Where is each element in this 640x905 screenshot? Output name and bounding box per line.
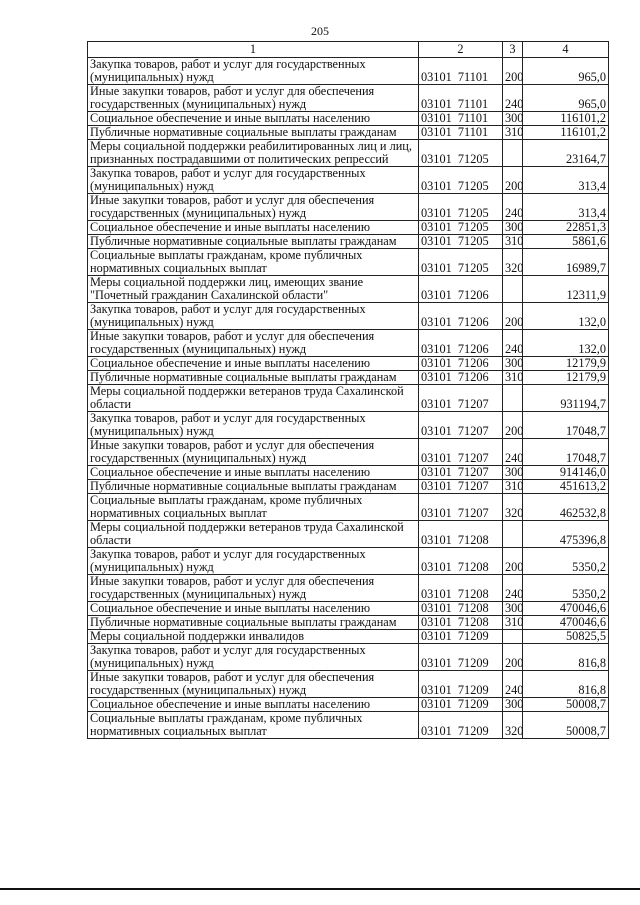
row-type-cell: 320 [503,249,523,276]
table-row [88,698,609,712]
row-type-cell: 200 [503,58,523,85]
row-type-cell: 200 [503,303,523,330]
row-amount-cell: 12311,9 [523,276,609,303]
row-code-cell: 03101 71209 [419,644,503,671]
row-amount-cell: 5350,2 [523,548,609,575]
row-type-cell: 240 [503,439,523,466]
row-code-cell: 03101 71205 [419,249,503,276]
row-type-cell: 240 [503,85,523,112]
row-type-cell [503,521,523,548]
table-row [88,602,609,616]
row-code-cell: 03101 71206 [419,303,503,330]
row-amount-cell: 965,0 [523,85,609,112]
row-name-cell: Иные закупки товаров, работ и услуг для обеспечения государственных (муниципальных) нужд [88,671,419,698]
row-name-cell: Закупка товаров, работ и услуг для государственных (муниципальных) нужд [88,548,419,575]
row-name-cell: Публичные нормативные социальные выплаты гражданам [88,616,419,630]
row-name-cell: Социальное обеспечение и иные выплаты населению [88,357,419,371]
row-code-cell: 03101 71205 [419,235,503,249]
row-type-cell: 310 [503,371,523,385]
table-row [88,194,609,221]
row-name-cell: Социальные выплаты гражданам, кроме публичных нормативных социальных выплат [88,249,419,276]
page-number: 205 [311,24,329,38]
row-name-cell: Меры социальной поддержки ветеранов труда Сахалинской области [88,385,419,412]
table-body [88,58,609,739]
table-row [88,494,609,521]
row-name-cell: Меры социальной поддержки реабилитированных лиц и лиц, признанных пострадавшими от политических репрессий [88,140,419,167]
row-name-cell: Закупка товаров, работ и услуг для государственных (муниципальных) нужд [88,412,419,439]
row-type-cell: 240 [503,575,523,602]
table-row [88,480,609,494]
table-row [88,221,609,235]
row-type-cell: 300 [503,221,523,235]
row-amount-cell: 313,4 [523,194,609,221]
row-amount-cell: 475396,8 [523,521,609,548]
table-row [88,276,609,303]
row-type-cell [503,276,523,303]
row-type-cell: 300 [503,357,523,371]
table-row [88,357,609,371]
row-amount-cell: 470046,6 [523,602,609,616]
row-name-cell: Социальное обеспечение и иные выплаты населению [88,112,419,126]
row-name-cell: Публичные нормативные социальные выплаты гражданам [88,126,419,140]
header-col-code: 2 [419,42,503,58]
row-type-cell: 200 [503,167,523,194]
header-col-name: 1 [88,42,419,58]
table-row [88,466,609,480]
row-code-cell: 03101 71208 [419,575,503,602]
row-amount-cell: 816,8 [523,644,609,671]
table-row [88,575,609,602]
table-row [88,548,609,575]
row-amount-cell: 132,0 [523,303,609,330]
row-type-cell: 200 [503,644,523,671]
row-code-cell: 03101 71207 [419,480,503,494]
row-type-cell: 200 [503,548,523,575]
row-code-cell: 03101 71207 [419,385,503,412]
row-code-cell: 03101 71206 [419,357,503,371]
row-amount-cell: 50825,5 [523,630,609,644]
row-amount-cell: 17048,7 [523,412,609,439]
row-type-cell: 320 [503,712,523,739]
row-code-cell: 03101 71101 [419,112,503,126]
table-row [88,712,609,739]
row-name-cell: Иные закупки товаров, работ и услуг для обеспечения государственных (муниципальных) нужд [88,330,419,357]
row-code-cell: 03101 71209 [419,671,503,698]
row-type-cell [503,140,523,167]
row-amount-cell: 931194,7 [523,385,609,412]
table-row [88,630,609,644]
table-row [88,385,609,412]
row-amount-cell: 116101,2 [523,126,609,140]
row-code-cell: 03101 71208 [419,548,503,575]
header-col-type: 3 [503,42,523,58]
row-type-cell [503,385,523,412]
row-type-cell: 310 [503,480,523,494]
row-name-cell: Социальное обеспечение и иные выплаты населению [88,221,419,235]
row-amount-cell: 5861,6 [523,235,609,249]
row-code-cell: 03101 71208 [419,602,503,616]
row-code-cell: 03101 71207 [419,466,503,480]
row-amount-cell: 132,0 [523,330,609,357]
row-amount-cell: 965,0 [523,58,609,85]
table-row [88,235,609,249]
row-code-cell: 03101 71206 [419,276,503,303]
header-col-amount: 4 [523,42,609,58]
row-name-cell: Закупка товаров, работ и услуг для государственных (муниципальных) нужд [88,303,419,330]
row-type-cell: 320 [503,494,523,521]
row-name-cell: Закупка товаров, работ и услуг для государственных (муниципальных) нужд [88,58,419,85]
row-type-cell: 310 [503,616,523,630]
row-amount-cell: 50008,7 [523,698,609,712]
row-name-cell: Иные закупки товаров, работ и услуг для обеспечения государственных (муниципальных) нужд [88,85,419,112]
row-amount-cell: 22851,3 [523,221,609,235]
row-code-cell: 03101 71205 [419,194,503,221]
row-type-cell: 200 [503,412,523,439]
table-row [88,140,609,167]
row-code-cell: 03101 71205 [419,167,503,194]
table-row [88,371,609,385]
row-amount-cell: 5350,2 [523,575,609,602]
table-row [88,167,609,194]
table-row [88,126,609,140]
table-row [88,644,609,671]
row-name-cell: Публичные нормативные социальные выплаты гражданам [88,480,419,494]
table-row [88,671,609,698]
row-amount-cell: 23164,7 [523,140,609,167]
row-type-cell: 300 [503,602,523,616]
row-name-cell: Меры социальной поддержки лиц, имеющих звание "Почетный гражданин Сахалинской области" [88,276,419,303]
row-amount-cell: 16989,7 [523,249,609,276]
row-type-cell: 240 [503,330,523,357]
row-code-cell: 03101 71101 [419,58,503,85]
row-name-cell: Иные закупки товаров, работ и услуг для обеспечения государственных (муниципальных) нужд [88,194,419,221]
row-code-cell: 03101 71208 [419,521,503,548]
row-code-cell: 03101 71206 [419,371,503,385]
row-amount-cell: 17048,7 [523,439,609,466]
table-row [88,112,609,126]
table-row [88,521,609,548]
row-type-cell: 300 [503,698,523,712]
row-name-cell: Публичные нормативные социальные выплаты гражданам [88,371,419,385]
row-code-cell: 03101 71207 [419,412,503,439]
row-code-cell: 03101 71209 [419,698,503,712]
row-name-cell: Социальное обеспечение и иные выплаты населению [88,602,419,616]
row-name-cell: Социальные выплаты гражданам, кроме публичных нормативных социальных выплат [88,494,419,521]
row-amount-cell: 470046,6 [523,616,609,630]
row-name-cell: Меры социальной поддержки инвалидов [88,630,419,644]
row-amount-cell: 313,4 [523,167,609,194]
table-row [88,249,609,276]
row-type-cell: 300 [503,466,523,480]
row-code-cell: 03101 71101 [419,126,503,140]
table-row [88,85,609,112]
row-code-cell: 03101 71209 [419,712,503,739]
row-amount-cell: 451613,2 [523,480,609,494]
row-name-cell: Социальные выплаты гражданам, кроме публичных нормативных социальных выплат [88,712,419,739]
row-code-cell: 03101 71207 [419,494,503,521]
row-name-cell: Меры социальной поддержки ветеранов труда Сахалинской области [88,521,419,548]
row-code-cell: 03101 71206 [419,330,503,357]
row-type-cell: 240 [503,194,523,221]
table-row [88,412,609,439]
table-row [88,58,609,85]
row-amount-cell: 462532,8 [523,494,609,521]
budget-table [87,41,609,739]
row-amount-cell: 116101,2 [523,112,609,126]
row-amount-cell: 12179,9 [523,371,609,385]
row-type-cell: 240 [503,671,523,698]
row-code-cell: 03101 71209 [419,630,503,644]
row-code-cell: 03101 71208 [419,616,503,630]
row-code-cell: 03101 71207 [419,439,503,466]
table-row [88,439,609,466]
row-name-cell: Иные закупки товаров, работ и услуг для обеспечения государственных (муниципальных) нужд [88,439,419,466]
row-type-cell [503,630,523,644]
table-row [88,303,609,330]
row-type-cell: 310 [503,126,523,140]
row-amount-cell: 12179,9 [523,357,609,371]
row-amount-cell: 50008,7 [523,712,609,739]
table-row [88,616,609,630]
row-type-cell: 300 [503,112,523,126]
table-header-row [88,42,609,58]
row-code-cell: 03101 71205 [419,221,503,235]
row-name-cell: Закупка товаров, работ и услуг для государственных (муниципальных) нужд [88,167,419,194]
bottom-rule [0,888,640,890]
row-type-cell: 310 [503,235,523,249]
row-name-cell: Закупка товаров, работ и услуг для государственных (муниципальных) нужд [88,644,419,671]
row-name-cell: Публичные нормативные социальные выплаты гражданам [88,235,419,249]
row-code-cell: 03101 71101 [419,85,503,112]
row-amount-cell: 816,8 [523,671,609,698]
row-amount-cell: 914146,0 [523,466,609,480]
row-name-cell: Социальное обеспечение и иные выплаты населению [88,466,419,480]
row-name-cell: Социальное обеспечение и иные выплаты населению [88,698,419,712]
row-name-cell: Иные закупки товаров, работ и услуг для обеспечения государственных (муниципальных) нужд [88,575,419,602]
table-row [88,330,609,357]
row-code-cell: 03101 71205 [419,140,503,167]
